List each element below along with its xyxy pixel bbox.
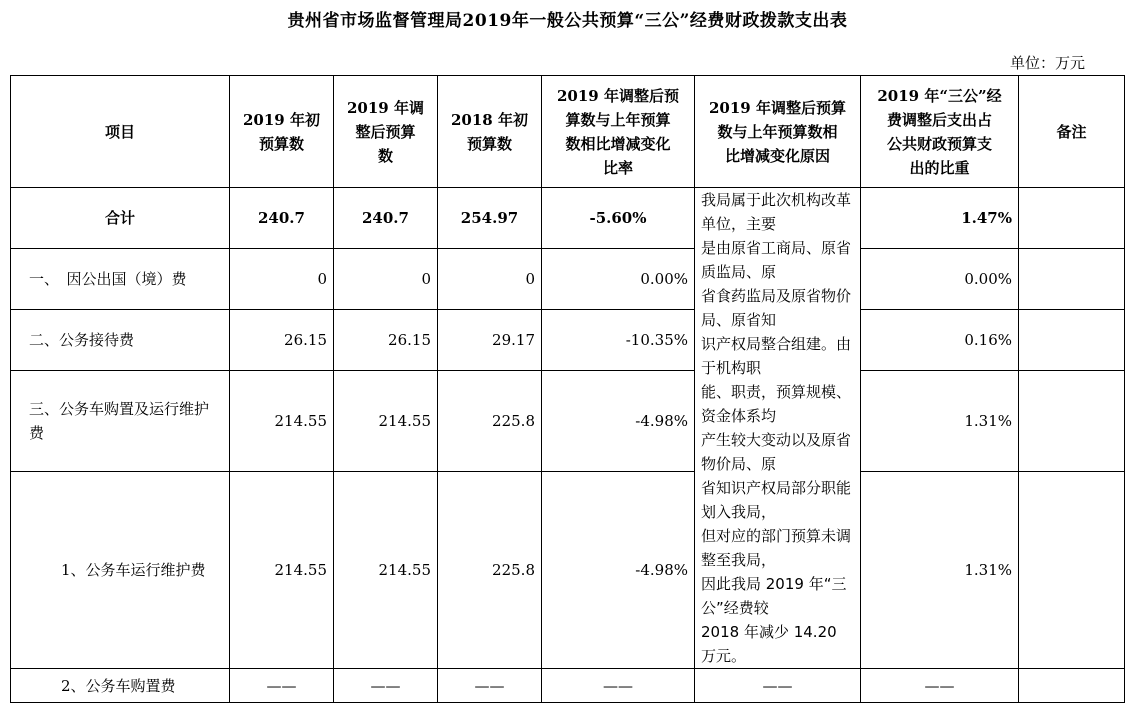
- table-row: [11, 188, 1125, 249]
- row-initial-2018: 225.8: [438, 371, 542, 472]
- row-change-rate: -5.60%: [542, 188, 695, 249]
- row-initial-2018: ——: [438, 669, 542, 703]
- row-initial-2019: 0: [230, 249, 334, 310]
- row-item: 1、公务车运行维护费: [11, 471, 230, 668]
- table-row: [11, 310, 1125, 371]
- row-adjusted-2019: 0: [334, 249, 438, 310]
- unit-label: 单位：万元: [1009, 54, 1085, 72]
- header-initial-2018: 2018 年初 预算数: [438, 76, 542, 188]
- header-remark: 备注: [1019, 76, 1125, 188]
- row-change-rate: 0.00%: [542, 249, 695, 310]
- row-remark: [1019, 669, 1125, 703]
- row-initial-2019: 240.7: [230, 188, 334, 249]
- header-change-rate: 2019 年调整后预 算数与上年预算 数相比增减变化 比率: [542, 76, 695, 188]
- row-item: 合计: [11, 188, 230, 249]
- budget-table: [10, 75, 1125, 703]
- row-initial-2018: 29.17: [438, 310, 542, 371]
- row-remark: [1019, 471, 1125, 668]
- table-row: [11, 669, 1125, 703]
- table-row: [11, 471, 1125, 668]
- row-initial-2019: 214.55: [230, 371, 334, 472]
- row-ratio: 1.31%: [861, 371, 1019, 472]
- header-row: [11, 76, 1125, 188]
- row-adjusted-2019: 214.55: [334, 471, 438, 668]
- row-change-reason: ——: [695, 669, 861, 703]
- row-ratio: 0.00%: [861, 249, 1019, 310]
- row-item: 2、公务车购置费: [11, 669, 230, 703]
- row-adjusted-2019: 26.15: [334, 310, 438, 371]
- header-adjusted-2019: 2019 年调 整后预算 数: [334, 76, 438, 188]
- row-item: 一、 因公出国（境）费: [11, 249, 230, 310]
- row-change-rate: ——: [542, 669, 695, 703]
- row-ratio: 1.31%: [861, 471, 1019, 668]
- row-change-rate: -4.98%: [542, 371, 695, 472]
- row-remark: [1019, 371, 1125, 472]
- row-initial-2019: ——: [230, 669, 334, 703]
- row-initial-2018: 225.8: [438, 471, 542, 668]
- row-item: 三、公务车购置及运行维护费: [11, 371, 230, 472]
- change-reason-text: 我局属于此次机构改革单位，主要 是由原省工商局、原省质监局、原 省食药监局及原省物价局、原省知 识产权局整合组建。由于机构职 能、职责，预算规模、资金体系均 产生较大变动以及原省物价局、原 省知识产权局部分职能划入我局， 但对应的部门预算未调整至我局， 因此我局 2019 年“三公”经费较 2018 年减少 14.20 万元。: [695, 188, 861, 669]
- row-initial-2018: 0: [438, 249, 542, 310]
- row-adjusted-2019: 240.7: [334, 188, 438, 249]
- row-initial-2019: 26.15: [230, 310, 334, 371]
- row-change-rate: -10.35%: [542, 310, 695, 371]
- header-initial-2019: 2019 年初 预算数: [230, 76, 334, 188]
- row-adjusted-2019: 214.55: [334, 371, 438, 472]
- table-row: [11, 371, 1125, 472]
- row-remark: [1019, 188, 1125, 249]
- header-change-reason: 2019 年调整后预算 数与上年预算数相 比增减变化原因: [695, 76, 861, 188]
- row-item: 二、公务接待费: [11, 310, 230, 371]
- row-ratio: 0.16%: [861, 310, 1019, 371]
- row-initial-2019: 214.55: [230, 471, 334, 668]
- row-change-rate: -4.98%: [542, 471, 695, 668]
- table-row: [11, 249, 1125, 310]
- row-adjusted-2019: ——: [334, 669, 438, 703]
- header-ratio: 2019 年“三公”经 费调整后支出占 公共财政预算支 出的比重: [861, 76, 1019, 188]
- row-remark: [1019, 249, 1125, 310]
- page-title: 贵州省市场监督管理局2019年一般公共预算“三公”经费财政拨款支出表: [287, 11, 848, 31]
- row-initial-2018: 254.97: [438, 188, 542, 249]
- row-ratio: ——: [861, 669, 1019, 703]
- row-remark: [1019, 310, 1125, 371]
- row-ratio: 1.47%: [861, 188, 1019, 249]
- header-item: 项目: [11, 76, 230, 188]
